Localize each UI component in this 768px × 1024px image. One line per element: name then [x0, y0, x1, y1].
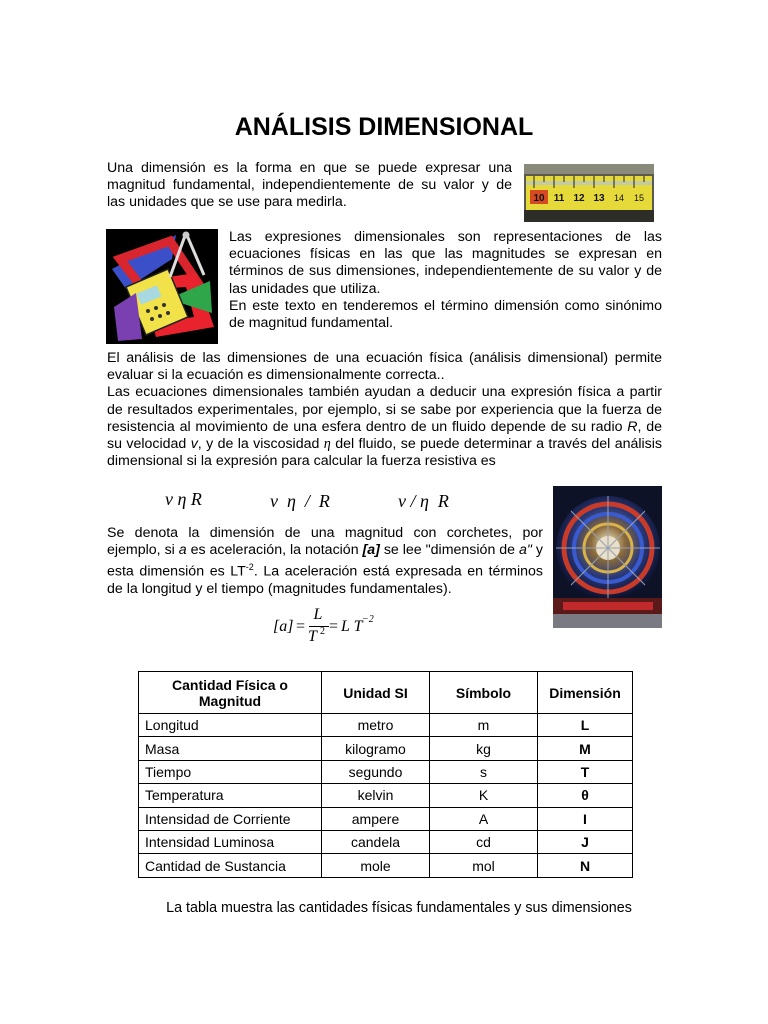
expresiones-text: Las expresiones dimensionales son representaciones de las ecuaciones físicas en las que las magnitudes se expresan en términos de sus dimensiones, independientemente de su valor y de las unidades que utiliza.: [229, 229, 662, 297]
intro-line-1: Una dimensión es la forma en que se puede expresar una: [107, 160, 512, 176]
cell-dimension: I: [538, 807, 633, 830]
var-R: R: [627, 418, 638, 435]
ruler-number-14: 14: [613, 193, 625, 203]
cell-simbolo: A: [430, 807, 538, 830]
cell-simbolo: m: [430, 714, 538, 737]
cell-simbolo: s: [430, 760, 538, 783]
corchetes-paragraph: [107, 525, 543, 599]
equals-sign-2: =: [329, 618, 339, 635]
ruler-number-15: 15: [633, 193, 645, 203]
cell-cantidad: Cantidad de Sustancia: [139, 854, 322, 877]
analisis-p2d: del fluido, se puede determinar a través del análisis dimensional si la expresión para calcular la fuerza resistiva es: [107, 436, 663, 470]
intro-line-3: las unidades que se use para medirla.: [107, 194, 347, 211]
equals-sign-1: =: [296, 618, 306, 635]
cell-cantidad: Temperatura: [139, 784, 322, 807]
cell-simbolo: kg: [430, 737, 538, 760]
cell-unidad: kilogramo: [322, 737, 430, 760]
table-row: [139, 784, 633, 807]
cell-dimension: θ: [538, 784, 633, 807]
page-title: ANÁLISIS DIMENSIONAL: [234, 113, 534, 141]
cell-cantidad: Intensidad de Corriente: [139, 807, 322, 830]
equation-rhs: L T: [341, 618, 363, 635]
cell-simbolo: K: [430, 784, 538, 807]
table-row: [139, 714, 633, 737]
cell-cantidad: Masa: [139, 737, 322, 760]
ruler-number-10: 10: [533, 193, 545, 204]
cell-simbolo: cd: [430, 830, 538, 853]
var-eta: η: [323, 436, 331, 453]
analisis-paragraph: [107, 350, 662, 470]
notation-a: [a]: [362, 542, 380, 559]
formula-2: v η / R: [270, 491, 330, 511]
analisis-p2a: Las ecuaciones dimensionales también ayudan a deducir una expresión física a partir de resultados experimentales, por ejemplo, si se sabe por experiencia que la fuerza de resistencia al movimiento de una esfera dentro de un fluido depende de su radio: [107, 384, 662, 435]
table-row: [139, 737, 633, 760]
ruler-number-11: 11: [553, 193, 565, 204]
cell-cantidad: Tiempo: [139, 760, 322, 783]
cell-unidad: metro: [322, 714, 430, 737]
table-caption: La tabla muestra las cantidades físicas fundamentales y sus dimensiones: [166, 900, 632, 916]
cell-cantidad: Intensidad Luminosa: [139, 830, 322, 853]
cell-unidad: candela: [322, 830, 430, 853]
equation-lhs: [a]: [273, 618, 294, 635]
equation-numerator: L: [313, 606, 323, 623]
table-header-row: [139, 672, 633, 714]
cell-dimension: N: [538, 854, 633, 877]
corchetes-t5: . La aceleración está expresada en términos de la longitud y el tiempo (magnitudes fundamentales).: [107, 564, 543, 598]
intro-paragraph: [107, 160, 512, 212]
corchetes-t1: Se denota la dimensión de una magnitud con corchetes, por ejemplo, si: [107, 525, 543, 559]
formula-3: v / η R: [398, 491, 449, 511]
formula-1: v η R: [165, 489, 202, 509]
table-row: [139, 854, 633, 877]
exponent: -2: [245, 562, 254, 573]
ruler-number-12: 12: [573, 193, 585, 204]
corchetes-text: [107, 525, 543, 599]
cell-dimension: J: [538, 830, 633, 853]
equation-denominator: T: [308, 628, 317, 645]
var-a: a: [178, 542, 187, 559]
analisis-p1: El análisis de las dimensiones de una ecuación física (análisis dimensional) permite evaluar si la ecuación es dimensionalmente correcta..: [107, 350, 662, 384]
cell-dimension: M: [538, 737, 633, 760]
table-row: [139, 830, 633, 853]
cell-cantidad: Longitud: [139, 714, 322, 737]
header-simbolo: Símbolo: [430, 672, 538, 714]
cell-simbolo: mol: [430, 854, 538, 877]
header-unidad: Unidad SI: [322, 672, 430, 714]
measuring-tape-image: [524, 164, 654, 222]
analisis-p2: [107, 384, 662, 470]
math-tools-clipart: [106, 229, 218, 344]
cell-unidad: ampere: [322, 807, 430, 830]
denominator-exponent: 2: [320, 626, 325, 637]
corchetes-t4: y esta dimensión es LT: [107, 542, 543, 581]
table-row: [139, 760, 633, 783]
header-cantidad: Cantidad Física o Magnitud: [139, 672, 322, 714]
cell-dimension: T: [538, 760, 633, 783]
corchetes-t3: se lee "dimensión de: [379, 542, 520, 559]
particle-detector-photo: [553, 486, 662, 628]
expresiones-text-2: En este texto en tenderemos el término dimensión como sinónimo de magnitud fundamental.: [229, 297, 662, 332]
intro-line-2: magnitud fundamental, independientemente de su valor y de: [107, 177, 512, 194]
ruler-number-13: 13: [593, 193, 605, 204]
fraction-bar: [309, 626, 329, 627]
var-a-quote: a": [519, 542, 532, 559]
analisis-p2b: , de su velocidad: [107, 418, 662, 453]
cell-unidad: segundo: [322, 760, 430, 783]
acceleration-equation: [273, 606, 413, 654]
header-dimension: Dimensión: [538, 672, 633, 714]
table-row: [139, 807, 633, 830]
rhs-exponent: −2: [362, 614, 374, 625]
analisis-p2c: , y de la viscosidad: [197, 436, 324, 453]
cell-unidad: kelvin: [322, 784, 430, 807]
corchetes-t2: es aceleración, la notación: [186, 542, 363, 559]
cell-dimension: L: [538, 714, 633, 737]
dimensions-table: [138, 671, 633, 878]
expresiones-paragraph: [229, 229, 662, 332]
cell-unidad: mole: [322, 854, 430, 877]
var-v: v: [190, 436, 198, 453]
